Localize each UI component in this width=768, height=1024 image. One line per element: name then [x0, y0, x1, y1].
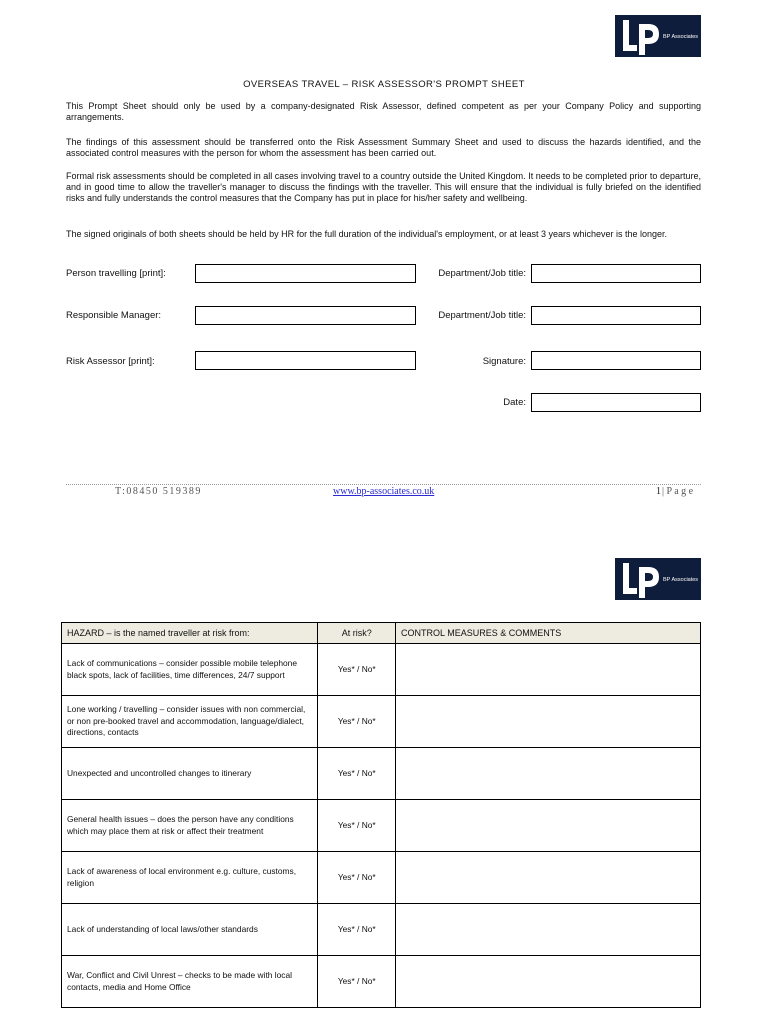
logo-text: BP Associates — [663, 34, 699, 40]
logo-text-page-2: BP Associates — [663, 577, 699, 583]
at-risk-cell[interactable]: Yes* / No* — [318, 644, 396, 696]
comments-cell[interactable] — [396, 852, 701, 904]
hazard-cell: Lone working / travelling – consider issues with non commercial, or non pre-booked travel and accommodation, language/dialect, directions, contacts — [62, 696, 318, 748]
hazard-cell: Lack of understanding of local laws/other standards — [62, 904, 318, 956]
document-title: OVERSEAS TRAVEL – RISK ASSESSOR'S PROMPT SHEET — [243, 79, 525, 90]
hazard-cell: War, Conflict and Civil Unrest – checks to be made with local contacts, media and Home Office — [62, 956, 318, 1008]
at-risk-cell[interactable]: Yes* / No* — [318, 852, 396, 904]
comments-cell[interactable] — [396, 644, 701, 696]
control-measures-column-header: CONTROL MEASURES & COMMENTS — [396, 623, 701, 644]
paragraph-findings: The findings of this assessment should be transferred onto the Risk Assessment Summary Sheet and used to discuss the hazards identified, and the associated control measures with the person for whom the assessment has been carried out. — [66, 137, 701, 159]
at-risk-cell[interactable]: Yes* / No* — [318, 696, 396, 748]
hazard-table — [61, 622, 701, 1008]
comments-cell[interactable] — [396, 956, 701, 1008]
comments-cell[interactable] — [396, 800, 701, 852]
hazard-cell: General health issues – does the person have any conditions which may place them at risk or affect their treatment — [62, 800, 318, 852]
table-row — [62, 904, 701, 956]
table-row — [62, 644, 701, 696]
footer-phone: T:08450 519389 — [115, 486, 202, 497]
company-logo-page-2 — [615, 558, 701, 600]
at-risk-column-header: At risk? — [318, 623, 396, 644]
footer-website-link[interactable]: www.bp-associates.co.uk — [333, 486, 435, 497]
hazard-cell: Lack of awareness of local environment e.g. culture, customs, religion — [62, 852, 318, 904]
company-logo — [615, 15, 701, 57]
hazard-cell: Unexpected and uncontrolled changes to itinerary — [62, 748, 318, 800]
table-row — [62, 852, 701, 904]
signature-field[interactable] — [531, 351, 701, 370]
at-risk-cell[interactable]: Yes* / No* — [318, 748, 396, 800]
comments-cell[interactable] — [396, 748, 701, 800]
paragraph-intro: This Prompt Sheet should only be used by a company-designated Risk Assessor, defined competent as per your Company Policy and supporting arrangements. — [66, 101, 701, 123]
date-field[interactable] — [531, 393, 701, 412]
table-row — [62, 748, 701, 800]
comments-cell[interactable] — [396, 904, 701, 956]
department-field-1[interactable] — [531, 264, 701, 283]
footer-divider — [66, 484, 701, 485]
at-risk-cell[interactable]: Yes* / No* — [318, 956, 396, 1008]
person-travelling-label: Person travelling [print]: — [66, 268, 166, 279]
footer-page-number: 1 — [656, 486, 661, 497]
date-label: Date: — [503, 397, 526, 408]
table-row — [62, 696, 701, 748]
hazard-cell: Lack of communications – consider possible mobile telephone black spots, lack of facilities, time differences, 24/7 support — [62, 644, 318, 696]
department-field-2[interactable] — [531, 306, 701, 325]
responsible-manager-label: Responsible Manager: — [66, 310, 162, 321]
table-header-row — [62, 623, 701, 644]
table-row — [62, 800, 701, 852]
signature-label: Signature: — [482, 356, 526, 367]
department-label-2: Department/Job title: — [438, 310, 526, 321]
comments-cell[interactable] — [396, 696, 701, 748]
paragraph-formal: Formal risk assessments should be completed in all cases involving travel to a country outside the United Kingdom. It needs to be completed prior to departure, and in good time to allow the traveller's manager to discuss the findings with the traveller. This will ensure that the individual is fully briefed on the identified risks and fully understands the control measures that the Company has put in place for his/her safety and wellbeing. — [66, 171, 701, 204]
hazard-column-header: HAZARD – is the named traveller at risk from: — [62, 623, 318, 644]
responsible-manager-field[interactable] — [195, 306, 416, 325]
table-row — [62, 956, 701, 1008]
person-travelling-field[interactable] — [195, 264, 416, 283]
department-label-1: Department/Job title: — [438, 268, 526, 279]
risk-assessor-field[interactable] — [195, 351, 416, 370]
footer-page-label: | P a g e — [662, 486, 694, 497]
risk-assessor-label: Risk Assessor [print]: — [66, 356, 155, 367]
paragraph-signed: The signed originals of both sheets should be held by HR for the full duration of the individual's employment, or at least 3 years whichever is the longer. — [66, 229, 668, 239]
at-risk-cell[interactable]: Yes* / No* — [318, 904, 396, 956]
at-risk-cell[interactable]: Yes* / No* — [318, 800, 396, 852]
